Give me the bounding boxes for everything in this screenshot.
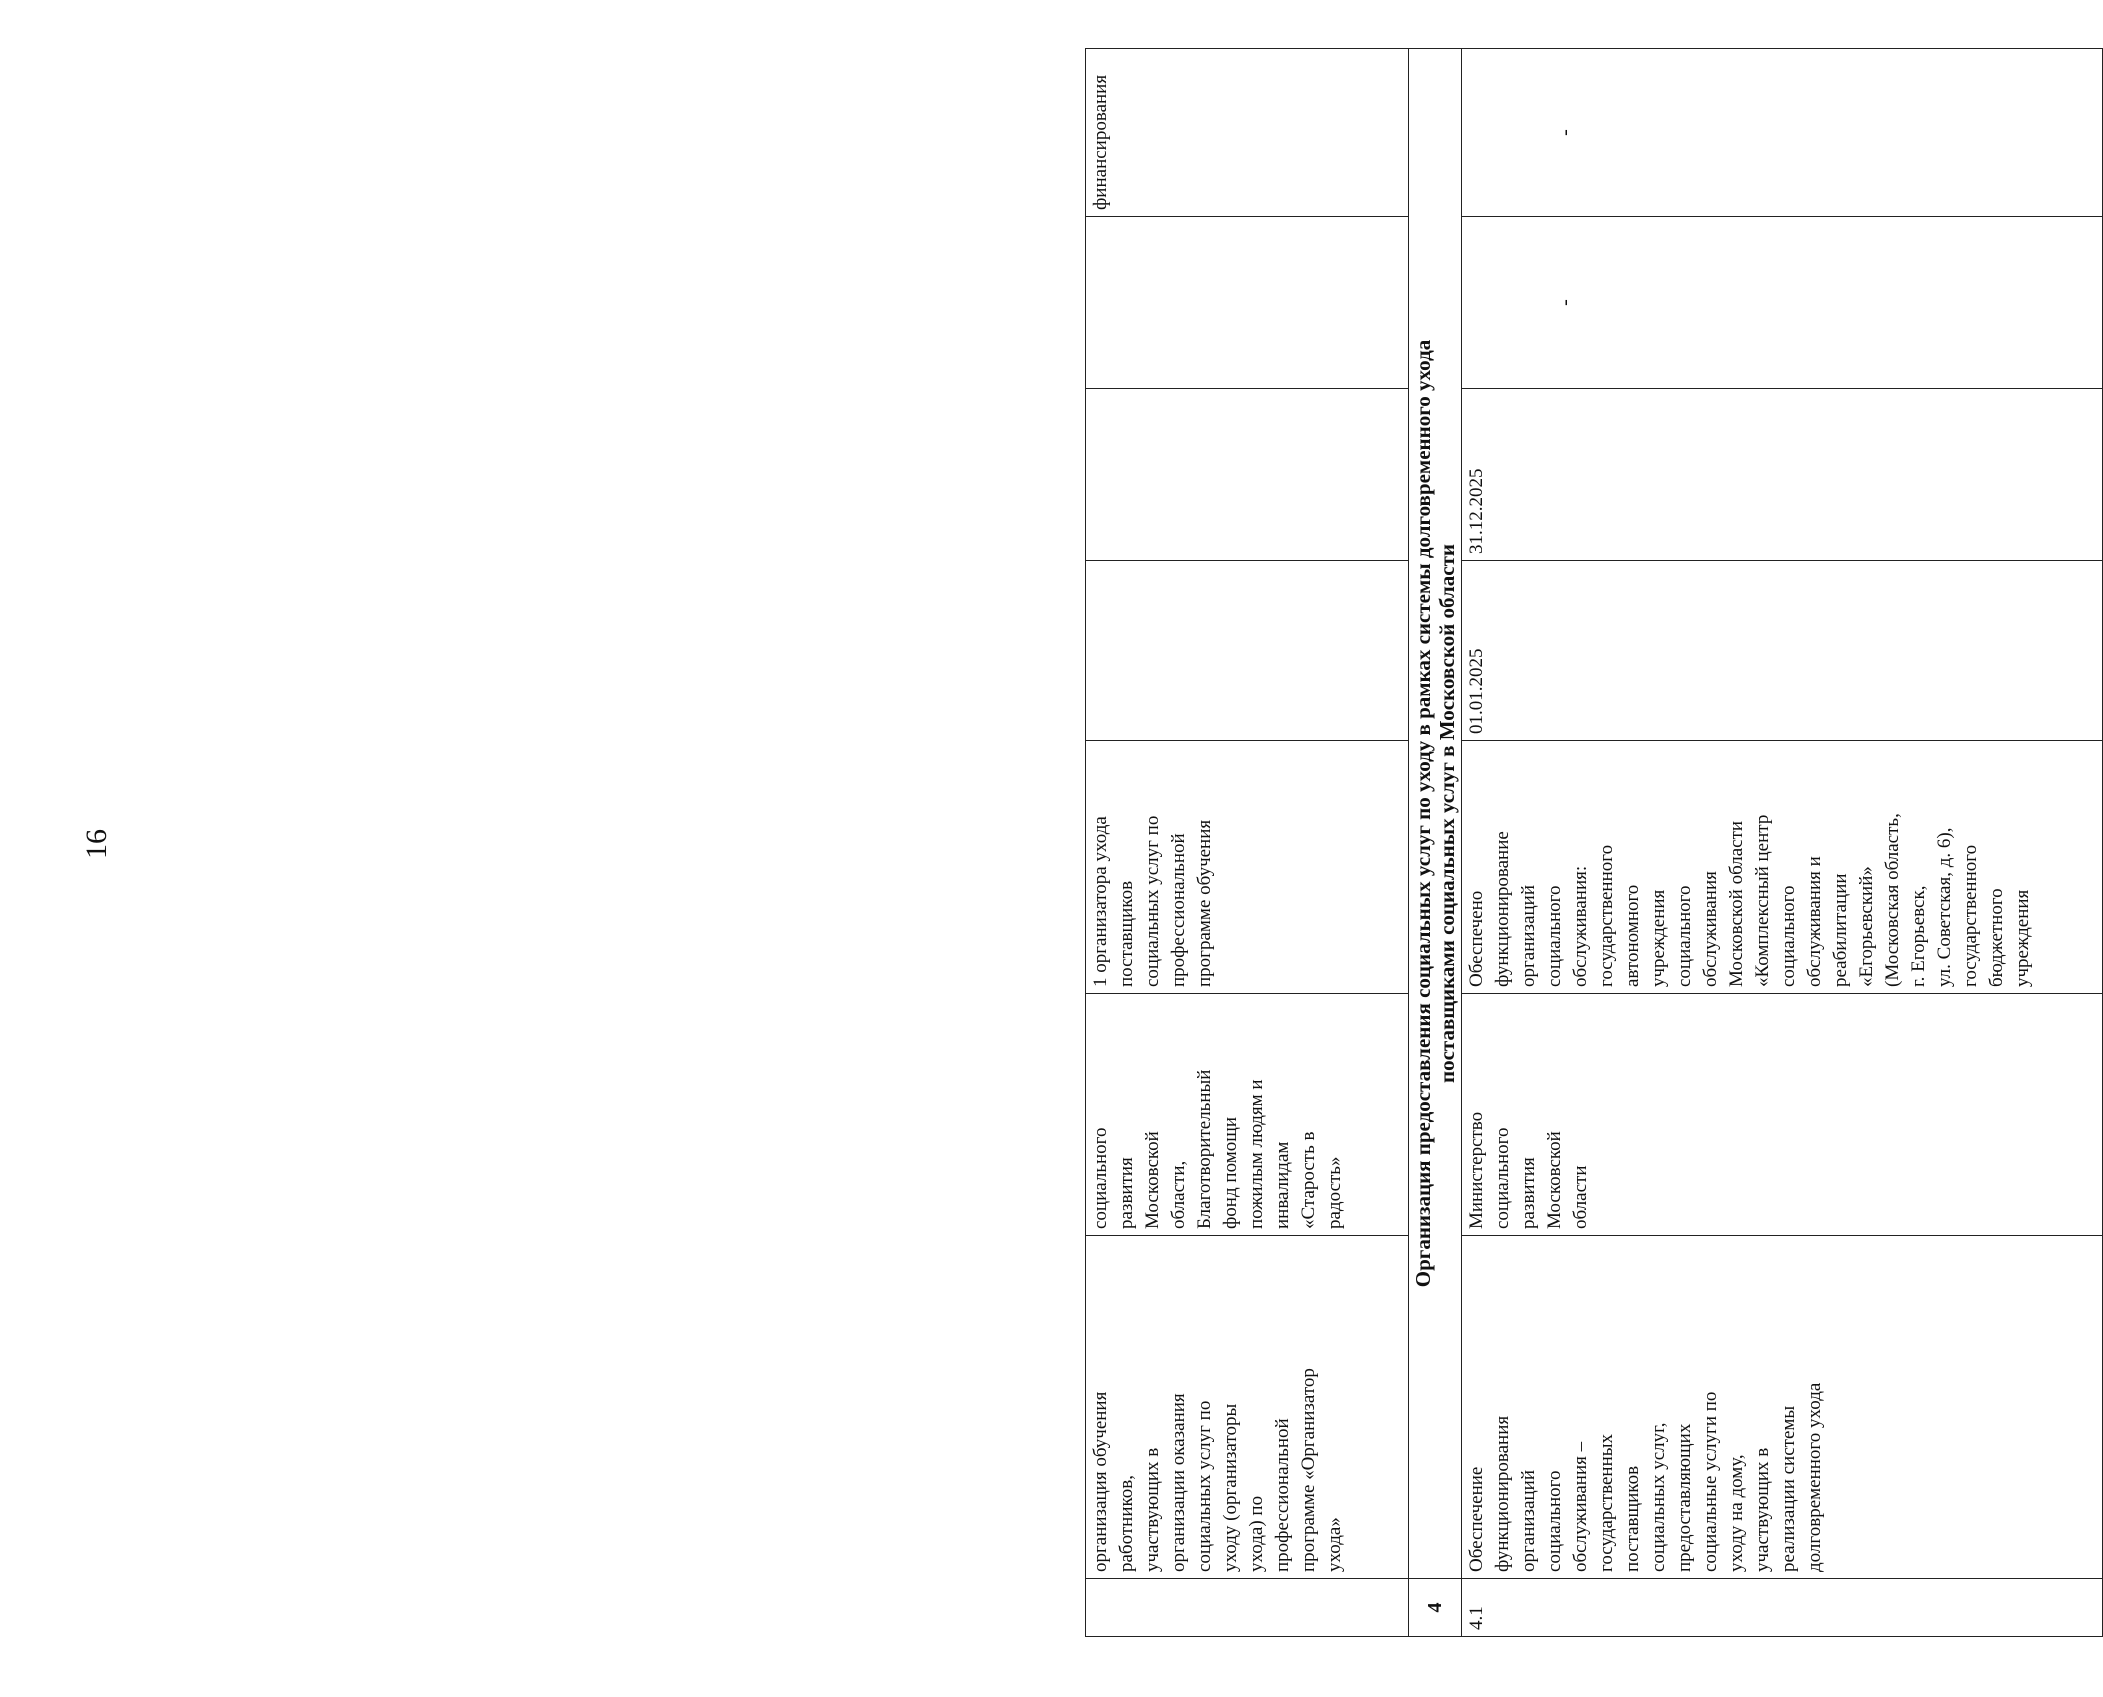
- cell-end-date: [1086, 389, 1409, 561]
- section-number: 4: [1409, 1579, 1462, 1637]
- cell-executor: социального развития Московской области, Благотворительный фонд помощи пожилым людям и инвалидам «Старость в радость»: [1086, 994, 1409, 1236]
- cell-event-name: организация обучения работников, участвующих в организации оказания социальных услуг по уходу (организаторы ухода) по профессиональной программе «Организатор ухода»: [1086, 1236, 1409, 1579]
- table-row-4-1: [1462, 49, 2103, 1637]
- table-row-previous: [1086, 49, 1409, 1637]
- cell-num: [1086, 1579, 1409, 1637]
- cell-col7: [1086, 217, 1409, 389]
- cell-end-date: 31.12.2025: [1462, 389, 2103, 561]
- plan-table: [1085, 48, 2103, 1637]
- cell-executor: Министерство социального развития Московской области: [1462, 994, 2103, 1236]
- page-number: 16: [80, 829, 113, 859]
- cell-result: Обеспечено функционирование организаций социального обслуживания: государственного автономного учреждения социального обслуживания Московской области «Комплексный центр социального обслуживания и реабилитации «Егорьевский» (Московская область, г. Егорьевск, ул. Советская, д. 6), государственного бюджетного учреждения: [1462, 741, 2103, 994]
- section-title: Организация предоставления социальных услуг по уходу в рамках системы долговременного ухода поставщиками социальных услуг в Московской области: [1409, 49, 1462, 1579]
- cell-financing: финансирования: [1086, 49, 1409, 217]
- cell-event-name: Обеспечение функционирования организаций социального обслуживания – государственных поставщиков социальных услуг, предоставляющих социальные услуги по уходу на дому, участвующих в реализации системы долговременного ухода: [1462, 1236, 2103, 1579]
- cell-start-date: 01.01.2025: [1462, 561, 2103, 741]
- cell-num: 4.1: [1462, 1579, 2103, 1637]
- table-row-section: [1409, 49, 1462, 1637]
- cell-col7: -: [1462, 217, 2103, 389]
- rotated-table-container: [1085, 49, 2037, 1637]
- cell-col8: -: [1462, 49, 2103, 217]
- cell-start-date: [1086, 561, 1409, 741]
- cell-result: 1 организатора ухода поставщиков социальных услуг по профессиональной программе обучения: [1086, 741, 1409, 994]
